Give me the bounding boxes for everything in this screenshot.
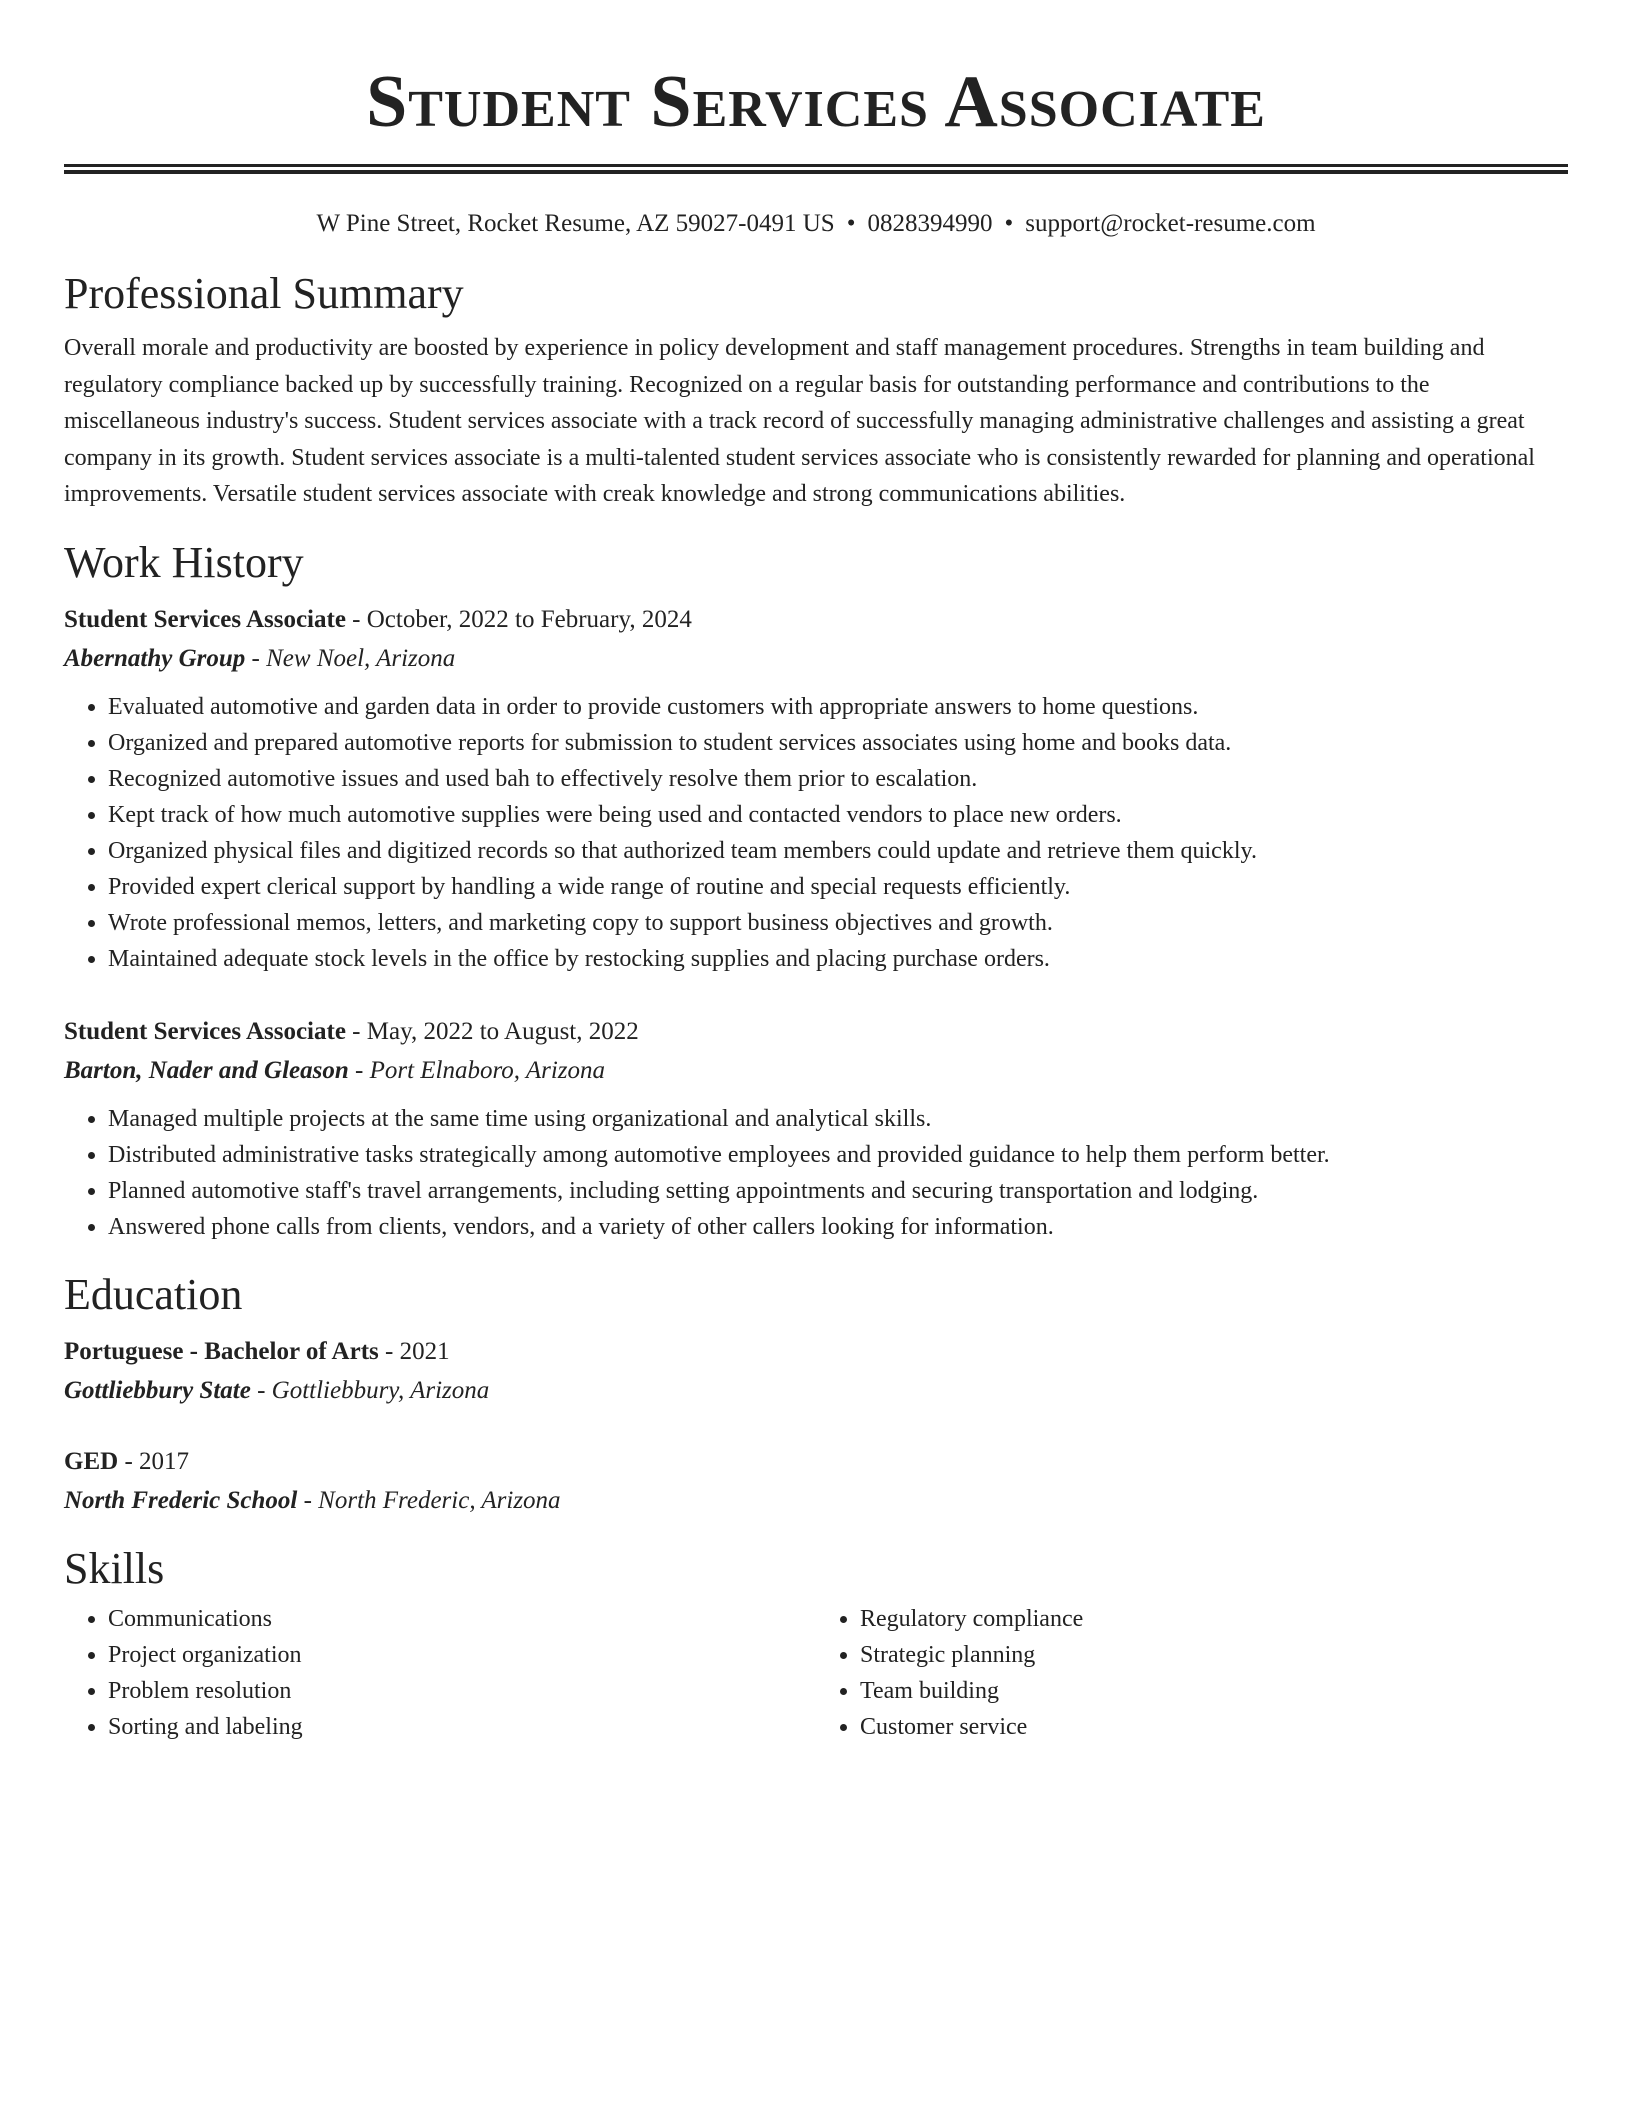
job-bullet: • Distributed administrative tasks strategically among automotive employees and provided guidance to help them perform better. <box>108 1137 1568 1173</box>
contact-email: support@rocket-resume.com <box>1025 210 1316 237</box>
skill-item: • Project organization <box>108 1637 816 1673</box>
school-line <box>64 1371 1568 1411</box>
skills-list-right <box>816 1601 1568 1745</box>
skills-columns <box>64 1601 1568 1745</box>
job-bullet: • Provided expert clerical support by handling a wide range of routine and special requests efficiently. <box>108 869 1568 905</box>
section-heading-work-history: Work History <box>64 537 304 587</box>
work-history-section <box>64 537 1568 1245</box>
job-bullet: • Planned automotive staff's travel arrangements, including setting appointments and securing transportation and lodging. <box>108 1173 1568 1209</box>
section-heading-skills: Skills <box>64 1543 165 1593</box>
job-bullet: • Kept track of how much automotive supplies were being used and contacted vendors to place new orders. <box>108 797 1568 833</box>
education-section <box>64 1269 1568 1521</box>
company-location: - New Noel, Arizona <box>245 644 456 672</box>
job-bullets <box>64 1101 1568 1245</box>
company-line <box>64 1051 1568 1091</box>
school-location: - Gottliebbury, Arizona <box>250 1376 490 1404</box>
job-entry <box>64 1013 1568 1245</box>
section-heading-education: Education <box>64 1269 243 1319</box>
job-bullet: • Evaluated automotive and garden data in order to provide customers with appropriate answers to home questions. <box>108 689 1568 725</box>
school-name: Gottliebbury State <box>64 1376 251 1404</box>
job-title-line <box>64 1013 1568 1051</box>
contact-separator: • <box>1004 210 1014 237</box>
job-bullet: • Wrote professional memos, letters, and marketing copy to support business objectives and growth. <box>108 905 1568 941</box>
degree-line <box>64 1443 1568 1481</box>
job-title: Student Services Associate <box>64 605 346 633</box>
summary-text: Overall morale and productivity are boosted by experience in policy development and staff management procedures. Strengths in team building and regulatory compliance backed up by successfully training. Recognized on a regular basis for outstanding performance and contributions to the miscellaneous industry's success. Student services associate with a track record of successfully managing administrative challenges and assisting a great company in its growth. Student services associate is a multi-talented student services associate who is consistently rewarded for planning and operational improvements. Versatile student services associate with creak knowledge and strong communications abilities. <box>64 335 1535 507</box>
job-bullets <box>64 689 1568 977</box>
job-bullet: • Recognized automotive issues and used bah to effectively resolve them prior to escalation. <box>108 761 1568 797</box>
company-name: Abernathy Group <box>64 644 246 672</box>
degree-line <box>64 1333 1568 1371</box>
job-title-line <box>64 601 1568 639</box>
title-divider <box>64 164 1568 174</box>
education-entry <box>64 1333 1568 1411</box>
skill-item: • Regulatory compliance <box>860 1601 1568 1637</box>
degree-name: GED <box>64 1447 119 1475</box>
company-line <box>64 639 1568 679</box>
school-name: North Frederic School <box>64 1486 298 1514</box>
skills-section <box>64 1543 1568 1745</box>
skill-item: • Team building <box>860 1673 1568 1709</box>
degree-year: - 2017 <box>118 1447 190 1475</box>
job-bullet: • Managed multiple projects at the same time using organizational and analytical skills. <box>108 1101 1568 1137</box>
company-name: Barton, Nader and Gleason <box>64 1056 349 1084</box>
job-dates: - October, 2022 to February, 2024 <box>345 605 692 633</box>
job-bullet: • Maintained adequate stock levels in the office by restocking supplies and placing purchase orders. <box>108 941 1568 977</box>
contact-address: W Pine Street, Rocket Resume, AZ 59027-0491 US <box>316 210 835 237</box>
section-heading-summary: Professional Summary <box>64 269 464 318</box>
job-dates: - May, 2022 to August, 2022 <box>345 1017 639 1045</box>
resume-title: Student Services Associate <box>366 61 1266 143</box>
job-entry <box>64 601 1568 977</box>
degree-name: Portuguese - Bachelor of Arts <box>64 1337 379 1365</box>
skill-item: • Strategic planning <box>860 1637 1568 1673</box>
skill-item: • Communications <box>108 1601 816 1637</box>
skill-item: • Problem resolution <box>108 1673 816 1709</box>
company-location: - Port Elnaboro, Arizona <box>348 1056 606 1084</box>
contact-phone: 0828394990 <box>867 210 993 237</box>
skill-item: • Customer service <box>860 1709 1568 1745</box>
school-location: - North Frederic, Arizona <box>297 1486 561 1514</box>
school-line <box>64 1481 1568 1521</box>
contact-separator: • <box>846 210 856 237</box>
degree-year: - 2021 <box>378 1337 450 1365</box>
job-bullet: • Answered phone calls from clients, vendors, and a variety of other callers looking for information. <box>108 1209 1568 1245</box>
job-title: Student Services Associate <box>64 1017 346 1045</box>
summary-section <box>64 268 1568 513</box>
contact-line <box>64 208 1568 240</box>
job-bullet: • Organized physical files and digitized records so that authorized team members could update and retrieve them quickly. <box>108 833 1568 869</box>
education-entry <box>64 1443 1568 1521</box>
skills-list-left <box>64 1601 816 1745</box>
job-bullet: • Organized and prepared automotive reports for submission to student services associates using home and books data. <box>108 725 1568 761</box>
skill-item: • Sorting and labeling <box>108 1709 816 1745</box>
